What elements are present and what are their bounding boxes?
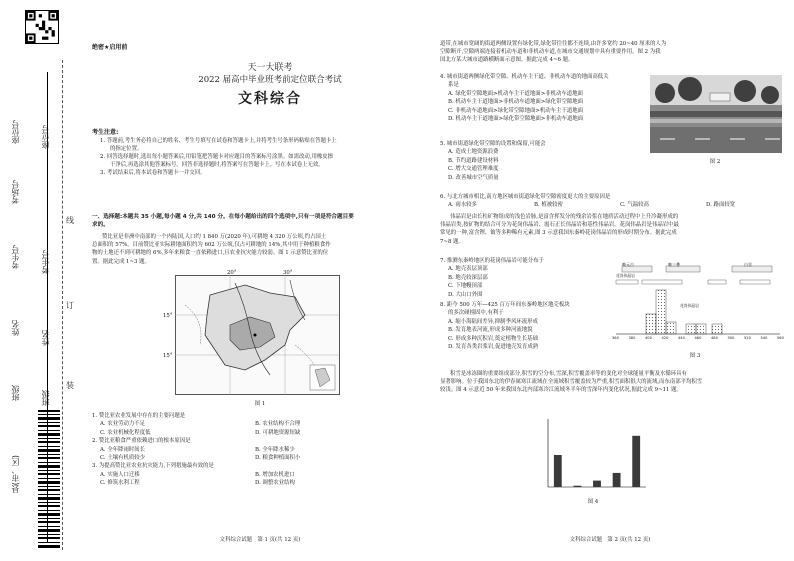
section-heading-line1: 一、选择题:本题共 35 小题,每小题 4 分,共 140 分。在每小题给出的四个选项中,只有一项是符合题目要: [92, 214, 354, 220]
map-caption: 图 1: [254, 401, 266, 407]
x-tick: 360: [612, 336, 619, 340]
passage-line: 较浅。图 4 示意近 50 年来我国东北内部寒冷江流域冬半年的雪深年内变化状况,据此完成 9~11 题。: [440, 387, 682, 394]
option-c[interactable]: C. 下地幔顶部: [448, 283, 483, 290]
option-row: [92, 471, 417, 479]
option-c[interactable]: C. 修筑水利工程: [100, 480, 140, 487]
map-lat-label: 15°: [163, 353, 173, 359]
margin-field-room: 考场号: [11, 180, 20, 204]
question-6: [440, 193, 785, 210]
x-tick: 380: [628, 336, 636, 340]
era-label: 晚三叠: [668, 262, 680, 267]
question-stem: 3. 为提高赞比亚农业抗灾能力,下列措施最有效的是: [92, 463, 214, 470]
option-c[interactable]: C. 农业机械化程度低: [100, 429, 151, 436]
question-stem-cont: 系是: [448, 82, 459, 89]
option-row: [92, 446, 417, 454]
page2-intro: [440, 40, 785, 65]
passage-line: 伟晶岩类,按矿物的结合可分为花岗伟晶岩、霞石正长伟晶岩和基性伟晶岩。花岗伟晶岩是伟晶岩中最: [440, 222, 679, 229]
passage-line: 伟晶岩是由长柱矿物组成的浅色岩脉,是富含挥发分的残余岩浆在地质活动过程中上升冷凝形成的: [450, 214, 679, 220]
option-a[interactable]: A. 地壳表层顶部: [448, 266, 488, 273]
option-d[interactable]: D. 大山口外围: [448, 291, 483, 298]
note-line: 1. 答题前,考生务必将自己的姓名、考生号填写在试卷和答题卡上,并将考生号条形码粘贴在答题卡上: [100, 138, 337, 144]
question-stem: 2. 赞比亚粮食严重依赖进口的根本原因是: [92, 438, 191, 445]
option-b[interactable]: B. 节约道路建设材料: [448, 157, 499, 164]
question-stem: 4. 城市街道两侧绿化带空隙、机动车主干道、非机动车道的地面高低关: [440, 74, 609, 80]
pegmatite-chart: [612, 262, 784, 342]
passage-line: 国北方某大城市道路横断面示意图。据此完成 4~6 题。: [440, 57, 574, 64]
option-d[interactable]: D. 改善城市空气质量: [448, 174, 499, 181]
option-d[interactable]: D. 路面较宽: [706, 202, 736, 209]
option-row: [92, 420, 417, 428]
legend-label-2: 花岗伟晶岩: [680, 303, 699, 308]
question-stem: 7. 推测东秦岭地区的花岗伟晶岩可能分布于: [440, 258, 544, 264]
option-a[interactable]: A. 实施人口迁移: [100, 471, 140, 478]
passage-line: 显著影响。位于我国东北的伊春属寒江流域在全流域积雪覆盖较为严重,积雪面积很大的流域,而东南部平均积雪: [440, 379, 703, 386]
option-a[interactable]: A. 农业劳动力不足: [100, 421, 146, 428]
option-a[interactable]: A. 绿化带空隙地面>机动车主干道地面>非机动车道地面: [448, 90, 583, 97]
section-heading-line2: 求的。: [92, 222, 109, 229]
chart4-caption: 图 4: [587, 499, 599, 505]
option-a[interactable]: A. 缩小海陆间差异,抑制季风环流形成: [448, 318, 538, 325]
question-stem: 1. 赞比亚农业发展中存在的主要问题是: [92, 413, 186, 419]
option-row: [92, 454, 417, 462]
margin-field-class-2: 班级: [41, 390, 50, 406]
margin-field-examinee-no-2: 考生号: [41, 250, 50, 274]
cut-word-pack: 装: [66, 381, 74, 390]
x-ticks: [612, 336, 784, 340]
margin-field-examinee-no: 考生号: [11, 245, 20, 269]
questions-1-3: [92, 412, 417, 488]
option-b[interactable]: B. 机动车主干道地面>非机动车道地面>绿化带空隙地面: [448, 99, 584, 106]
photo-caption: 图 2: [709, 159, 721, 165]
notes-title: 考生注意:: [92, 129, 119, 136]
cut-line: [62, 60, 63, 550]
section-heading: [92, 213, 417, 229]
option-b[interactable]: B. 地壳较深层部: [448, 274, 488, 281]
snow-depth-chart: [540, 415, 650, 495]
option-a[interactable]: A. 造成土地资源浪费: [448, 149, 499, 156]
note-line: 2. 回答选择题时,选出每小题答案后,用铅笔把答题卡对应题目的答案标号涂黑。如需改动,用橡皮擦: [100, 154, 334, 160]
option-c[interactable]: C. 土壤有机质较少: [100, 455, 146, 462]
option-b[interactable]: B. 增加农机进口: [255, 471, 295, 478]
passage-line: 7~8 题。: [440, 238, 464, 245]
note-line: 的指定位置。: [110, 146, 143, 152]
question-stem: 5. 城市街道绿化带空隙的设置和保留,可能会: [440, 141, 546, 147]
margin-field-class: 班级: [11, 385, 20, 401]
margin-field-name: 姓名: [11, 320, 20, 336]
option-c[interactable]: C. 气温较高: [620, 202, 649, 209]
x-tick: 520: [744, 336, 751, 340]
map-lat-label: 15°: [163, 313, 173, 319]
option-b[interactable]: B. 发育地表河流,形成多种河流地貌: [448, 327, 533, 334]
option-row: [92, 429, 417, 437]
zambia-map: [163, 270, 340, 395]
passage-line: 赞比亚是非洲中南部的一个内陆国,人口约 1 840 万(2020 年),可耕地 4 320 万公顷,约占国土: [102, 234, 327, 240]
question-5: [440, 140, 650, 182]
option-row: [440, 201, 785, 209]
option-c[interactable]: C. 非机动车道地面>绿化带空隙地面>机动车主干道地面: [448, 107, 583, 114]
option-c[interactable]: C. 形成多种沉积岩,奠定植物生长基础: [448, 335, 538, 342]
question-7: [440, 257, 610, 299]
cut-word-bind: 订: [66, 301, 74, 310]
question-stem: 8. 距今 500 万年—425 百万年间东秦岭地区地壳板块: [440, 302, 570, 308]
org-name: 天一大联考: [247, 63, 293, 73]
era-label: 白垩: [744, 262, 752, 267]
margin-field-name-2: 姓名: [41, 330, 50, 346]
option-row: [92, 479, 417, 487]
passage-line: 积雪是冰冻圈的重要组成部分,积雪的空分布,雪深,积雪覆盖率等的变化对全球能量平衡及水循环具有: [450, 371, 687, 377]
x-tick: 560: [777, 336, 784, 340]
exam-title: 2022 届高中毕业班考前定位联合考试: [198, 75, 342, 85]
note-line: 3. 考试结束后,将本试卷和答题卡一并交回。: [100, 170, 206, 176]
option-d[interactable]: D. 机动车主干道地面>绿化带空隙地面>非机动车道地面: [448, 116, 584, 123]
passage-line: 总面积的 57%。目前赞比亚实际耕地面积约为 602 万公顷,仅占可耕地的 14%,其中用于种植粮食作: [92, 242, 331, 249]
bar-e: [632, 436, 640, 487]
page2-passage-2: [440, 213, 785, 246]
question-8: [440, 301, 610, 351]
option-b[interactable]: B. 全年降水稀少: [255, 446, 295, 453]
x-tick: 540: [760, 336, 768, 340]
x-tick: 400: [645, 336, 652, 340]
note-line: 干净后,再选涂其他答案标号。回答非选择题时,将答案写在答题卡上。写在本试卷上无效。: [110, 162, 324, 168]
map-lon-label: 30°: [283, 270, 293, 276]
x-tick: 500: [727, 336, 735, 340]
option-a[interactable]: A. 雨水较多: [448, 202, 477, 209]
passage-line: 空隙断开,空隙两端连接着机动车道和非机动车道,在城市交通规划中具有重要作用。图 2 为我: [440, 49, 661, 56]
page1-footer: 文科综合试题 第 1 页(共 12 页): [219, 537, 301, 543]
margin-field-county: 县(市、区): [11, 455, 20, 494]
qr-code-graphic: [26, 11, 58, 43]
subject-title: 文科综合: [238, 91, 302, 107]
option-d[interactable]: D. 发育各类岩浆岩,促进地壳发育成熟: [448, 344, 539, 351]
margin-field-seat-2: 座位号: [41, 125, 50, 149]
bar-a: [554, 455, 562, 487]
option-b[interactable]: B. 农业结构不合理: [255, 421, 301, 428]
question-stem-cont: 的多次碰撞固中,有利于: [448, 310, 504, 317]
cut-word-line: 线: [66, 216, 74, 225]
page2-passage-3: [440, 370, 785, 395]
option-b[interactable]: B. 植被较密: [534, 202, 563, 209]
era-label: 晚元古: [622, 262, 634, 267]
question-stem: 6. 与北方城市相比,南方地区城市街道绿化带空隙密度更大的主要原因是: [440, 194, 611, 200]
bar-c: [593, 481, 601, 487]
snow-depth-svg: [540, 415, 650, 495]
bar-b: [573, 486, 581, 487]
x-tick: 420: [661, 336, 669, 340]
x-tick: 440: [678, 336, 685, 340]
legend-label: 花岗伟晶岩: [616, 273, 635, 278]
street-photo: [650, 75, 782, 153]
option-c[interactable]: C. 增大交通管理难度: [448, 166, 499, 173]
notes-block: [100, 137, 420, 177]
intro-passage-1: [92, 233, 417, 266]
question-4: [440, 73, 650, 123]
passage-line: 置。据此完成 1~3 题。: [92, 258, 150, 265]
margin-field-seat: 座位号: [11, 120, 20, 144]
secret-label: 绝密★启用前: [92, 44, 128, 51]
page2-footer: 文科综合试题 第 2 页(共 12 页): [569, 537, 651, 543]
passage-line: 常见的一种,富含锂、铍等多种稀有元素,图 3 示意我国东秦岭花岗伟晶岩的形成时期分布。据此完成: [440, 230, 677, 237]
option-d[interactable]: D. 粮食种植面积小: [255, 455, 301, 462]
option-d[interactable]: D. 可耕地资源短缺: [255, 429, 301, 436]
x-tick: 460: [694, 336, 702, 340]
x-tick: 480: [711, 336, 718, 340]
map-lon-label: 20°: [227, 270, 237, 276]
qr-code: [25, 10, 59, 44]
option-a[interactable]: A. 全年降雨时间长: [100, 446, 146, 453]
passage-line: 道带,在城市宽阔的街道两侧设置有绿化带,绿化带往往都不连续,由许多宽约 20~40 厘米的人为: [440, 41, 667, 47]
bar-d: [613, 473, 621, 487]
barcode: [38, 410, 60, 550]
option-d[interactable]: D. 调整农业结构: [255, 480, 295, 487]
chart3-caption: 图 3: [689, 353, 701, 359]
passage-line: 物的土地还不到可耕地的 6%,多年来粮食一直依赖进口,且农业抗灾能力较弱。图 1 示意赞比亚的位: [92, 250, 329, 257]
